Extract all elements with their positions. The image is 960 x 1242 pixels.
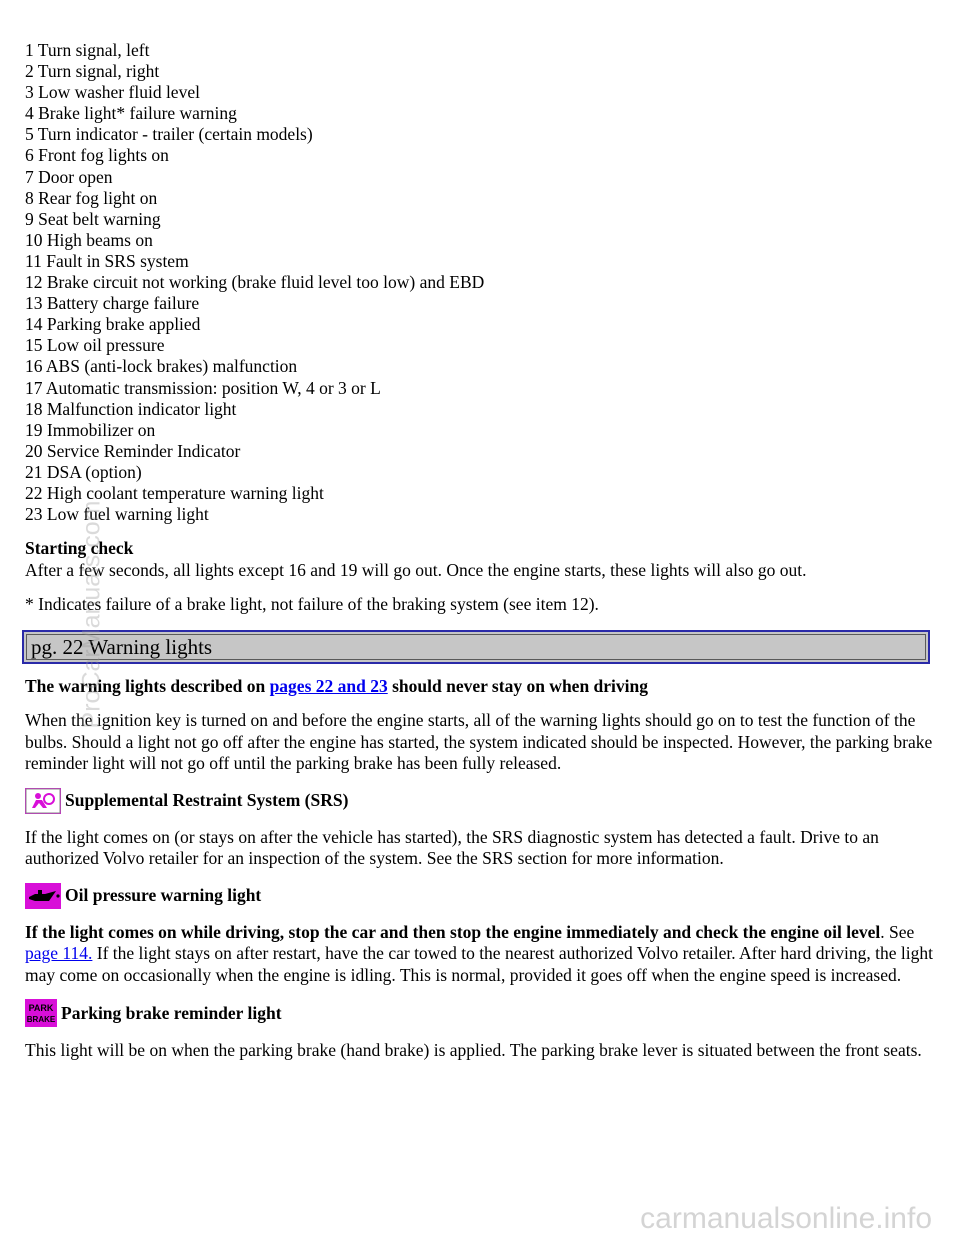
starting-check-text: After a few seconds, all lights except 16 and 19 will go out. Once the engine starts, these lights will also go out. (25, 559, 807, 580)
oil-rest-text: If the light stays on after restart, have the car towed to the nearest authorized Volvo retailer. After hard driving, the light may come on occasionally when the engine is idling. This is normal, provided it goes off when the engine speed is increased. (25, 943, 933, 985)
oil-mid-text: . See (880, 921, 915, 942)
list-item: 21 DSA (option) (25, 461, 142, 482)
list-item: 6 Front fog lights on (25, 145, 169, 166)
footnote: * Indicates failure of a brake light, not failure of the braking system (see item 12). (25, 594, 599, 615)
list-item: 11 Fault in SRS system (25, 250, 189, 271)
list-item: 16 ABS (anti-lock brakes) malfunction (25, 356, 298, 377)
srs-airbag-icon (25, 788, 61, 814)
park-icon-label-2: BRAKE (26, 1015, 56, 1025)
list-item: 12 Brake circuit not working (brake fluid level too low) and EBD (25, 272, 485, 293)
list-item: 2 Turn signal, right (25, 61, 160, 82)
list-item: 8 Rear fog light on (25, 187, 158, 208)
list-item: 7 Door open (25, 166, 113, 187)
list-item: 9 Seat belt warning (25, 208, 161, 229)
page-114-link[interactable]: page 114. (25, 943, 93, 964)
intro-after: should never stay on when driving (387, 675, 649, 696)
list-item: 17 Automatic transmission: position W, 4 or 3 or L (25, 377, 381, 398)
section-header-bar (22, 630, 930, 664)
list-item: 1 Turn signal, left (25, 40, 150, 60)
starting-check-heading: Starting check (25, 538, 134, 559)
list-item: 3 Low washer fluid level (25, 82, 200, 103)
park-heading-row (25, 999, 940, 1027)
oil-heading-row (25, 883, 940, 909)
park-text: This light will be on when the parking brake (hand brake) is applied. The parking brake lever is situated between the front seats. (25, 1040, 922, 1061)
side-watermark: ProCarManuals.com (77, 500, 106, 729)
list-item: 22 High coolant temperature warning light (25, 482, 324, 503)
pages-22-23-link[interactable]: pages 22 and 23 (269, 675, 388, 696)
park-icon-label-1: PARK (28, 1003, 54, 1014)
list-item: 18 Malfunction indicator light (25, 398, 237, 419)
list-item: 13 Battery charge failure (25, 293, 200, 314)
list-item: 15 Low oil pressure (25, 335, 165, 356)
oil-heading: Oil pressure warning light (65, 885, 262, 906)
list-item: 23 Low fuel warning light (25, 504, 209, 525)
ignition-paragraph: When the ignition key is turned on and before the engine starts, all of the warning lights should go on to test the function of the bulbs. Should a light not go off after the engine has started, the system indicated should be inspected. However, the parking brake reminder light will not go off until the parking brake has been fully released. (25, 710, 933, 774)
list-item: 4 Brake light* failure warning (25, 103, 237, 124)
intro-heading (25, 676, 940, 698)
oil-can-icon (25, 883, 61, 909)
list-item: 19 Immobilizer on (25, 419, 156, 440)
list-item: 10 High beams on (25, 229, 153, 250)
warning-light-list (25, 40, 940, 525)
park-brake-icon (25, 999, 57, 1027)
section-title: pg. 22 Warning lights (31, 634, 213, 659)
list-item: 20 Service Reminder Indicator (25, 440, 241, 461)
srs-heading: Supplemental Restraint System (SRS) (65, 790, 349, 811)
page-content (25, 40, 940, 1062)
intro-before: The warning lights described on (25, 675, 270, 696)
oil-text (25, 922, 940, 987)
bottom-watermark: carmanualsonline.info (640, 1202, 932, 1235)
list-item: 5 Turn indicator - trailer (certain models) (25, 124, 313, 145)
srs-heading-row (25, 788, 940, 814)
oil-bold-text: If the light comes on while driving, stop the car and then stop the engine immediately and check the engine oil level (25, 921, 881, 942)
srs-text: If the light comes on (or stays on after the vehicle has started), the SRS diagnostic system has detected a fault. Drive to an authorized Volvo retailer for an inspection of the system. See the SRS section for more information. (25, 826, 879, 869)
list-item: 14 Parking brake applied (25, 314, 201, 335)
park-heading: Parking brake reminder light (61, 1002, 282, 1023)
